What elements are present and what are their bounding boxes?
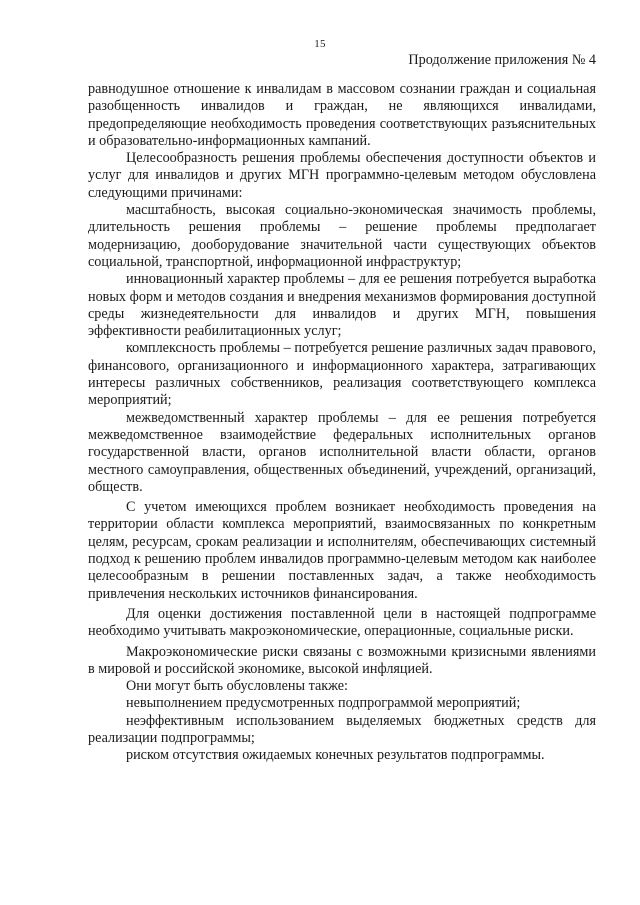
body-paragraph: Макроэкономические риски связаны с возможными кризисными явлениями в мировой и российской экономике, высокой инфляцией. [88, 643, 596, 677]
list-item: неэффективным использованием выделяемых бюджетных средств для реализации подпрограммы; [88, 712, 596, 746]
document-body [88, 81, 596, 765]
body-paragraph: Они могут быть обусловлены также: [126, 678, 348, 695]
body-paragraph: Для оценки достижения поставленной цели в настоящей подпрограмме необходимо учитывать макроэкономические, операционные, социальные риски. [88, 605, 596, 640]
list-item: инновационный характер проблемы – для ее решения потребуется выработка новых форм и методов создания и внедрения механизмов формирования доступной среды жизнедеятельности для инвалидов и других МГН, повышения эффективности реабилитационных услуг; [88, 271, 596, 340]
list-item: межведомственный характер проблемы – для ее решения потребуется межведомственное взаимодействие федеральных исполнительных органов государственной власти, органов исполнительной власти области, органов местного самоуправления, общественных объединений, учреждений, организаций, обществ. [88, 409, 596, 495]
list-item: невыполнением предусмотренных подпрограммой мероприятий; [126, 695, 521, 712]
body-paragraph: С учетом имеющихся проблем возникает необходимость проведения на территории области комплекса мероприятий, взаимосвязанных по конкретным целям, ресурсам, срокам реализации и исполнителям, обеспечивающих системный подход к решению проблем инвалидов программно-целевым методом как наиболее целесообразным в решении поставленных задач, а также необходимость привлечения нескольких источников финансирования. [88, 499, 596, 602]
appendix-continuation-label: Продолжение приложения № 4 [408, 52, 596, 68]
list-item: комплексность проблемы – потребуется решение различных задач правового, финансового, организационного и информационного характера, затрагивающих интересы различных собственников, реализация соответствующего комплекса мероприятий; [88, 340, 596, 409]
list-item: риском отсутствия ожидаемых конечных результатов подпрограммы. [126, 747, 545, 764]
body-paragraph: равнодушное отношение к инвалидам в массовом сознании граждан и социальная разобщенность инвалидов и граждан, не являющихся инвалидами, предопределяющие необходимость проведения соответствующих разъяснительных и образовательно-информационных кампаний. [88, 81, 596, 149]
list-item: масштабность, высокая социально-экономическая значимость проблемы, длительность решения проблемы – решение проблемы предполагает модернизацию, дооборудование значительной части существующих объектов социальной, транспортной, информационной инфраструктур; [88, 202, 596, 270]
page-number: 15 [314, 38, 326, 50]
body-paragraph: Целесообразность решения проблемы обеспечения доступности объектов и услуг для инвалидов и других МГН программно-целевым методом обусловлена следующими причинами: [88, 150, 596, 201]
